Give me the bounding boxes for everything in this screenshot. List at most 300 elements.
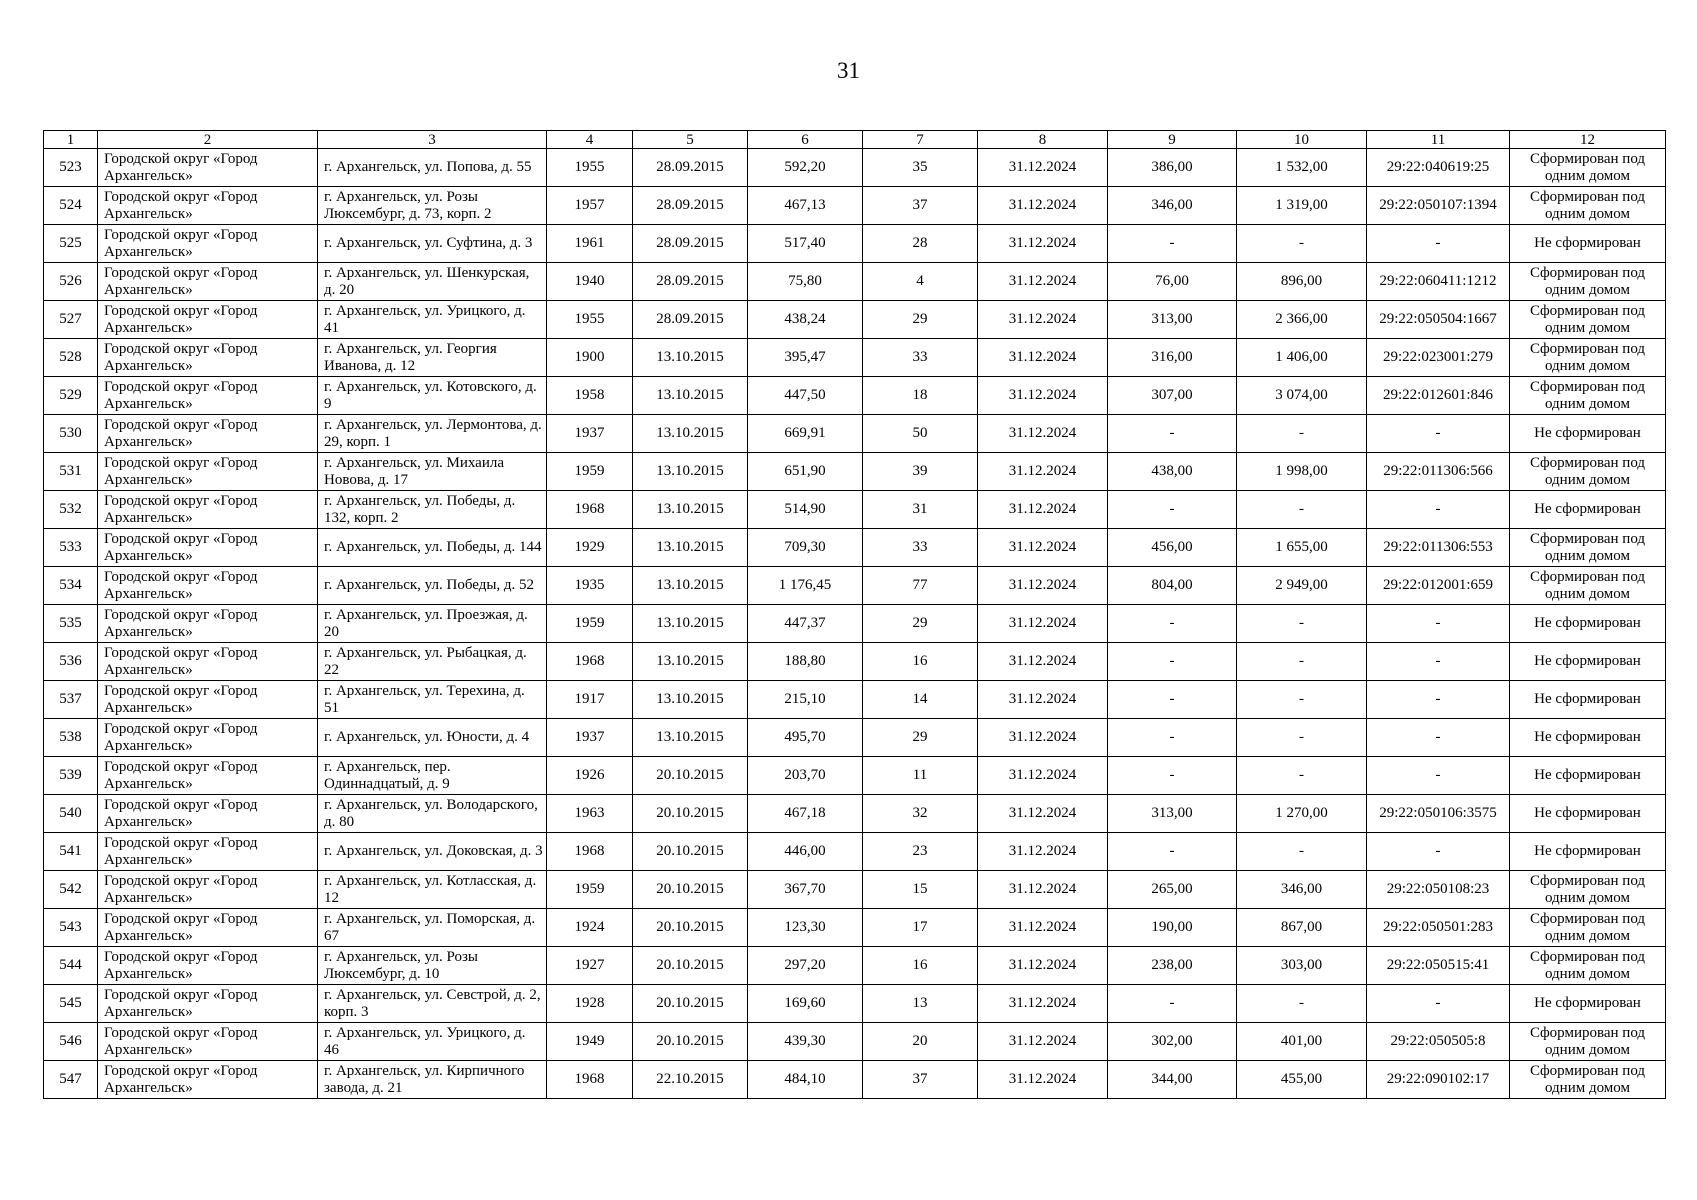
- column-10-cell: -: [1237, 491, 1367, 529]
- row-number-cell: 540: [44, 795, 98, 833]
- address-cell: г. Архангельск, ул. Георгия Иванова, д. 12: [318, 339, 547, 377]
- address-cell: г. Архангельск, ул. Михаила Новова, д. 17: [318, 453, 547, 491]
- status-cell: Не сформирован: [1510, 491, 1666, 529]
- column-9-cell: 190,00: [1108, 909, 1237, 947]
- column-9-cell: -: [1108, 833, 1237, 871]
- column-10-cell: 1 319,00: [1237, 187, 1367, 225]
- count-cell: 50: [863, 415, 978, 453]
- column-9-cell: 76,00: [1108, 263, 1237, 301]
- column-9-cell: 307,00: [1108, 377, 1237, 415]
- table-row: [44, 605, 1666, 643]
- year-cell: 1961: [547, 225, 633, 263]
- cadastral-number-cell: -: [1367, 833, 1510, 871]
- area-cell: 123,30: [748, 909, 863, 947]
- row-number-cell: 547: [44, 1061, 98, 1099]
- column-9-cell: -: [1108, 415, 1237, 453]
- count-cell: 16: [863, 643, 978, 681]
- table-row: [44, 339, 1666, 377]
- year-cell: 1940: [547, 263, 633, 301]
- table-row: [44, 643, 1666, 681]
- cadastral-number-cell: 29:22:040619:25: [1367, 149, 1510, 187]
- date-cell: 13.10.2015: [633, 567, 748, 605]
- column-9-cell: -: [1108, 225, 1237, 263]
- address-cell: г. Архангельск, ул. Лермонтова, д. 29, корп. 1: [318, 415, 547, 453]
- area-cell: 514,90: [748, 491, 863, 529]
- table-row: [44, 149, 1666, 187]
- status-cell: Сформирован под одним домом: [1510, 871, 1666, 909]
- owner-cell: Городской округ «Город Архангельск»: [98, 795, 318, 833]
- date-cell: 13.10.2015: [633, 605, 748, 643]
- address-cell: г. Архангельск, ул. Шенкурская, д. 20: [318, 263, 547, 301]
- count-cell: 14: [863, 681, 978, 719]
- row-number-cell: 538: [44, 719, 98, 757]
- table-row: [44, 415, 1666, 453]
- row-number-cell: 531: [44, 453, 98, 491]
- column-10-cell: 346,00: [1237, 871, 1367, 909]
- column-header-1: 1: [44, 131, 98, 149]
- address-cell: г. Архангельск, ул. Юности, д. 4: [318, 719, 547, 757]
- status-cell: Сформирован под одним домом: [1510, 567, 1666, 605]
- cadastral-number-cell: 29:22:050515:41: [1367, 947, 1510, 985]
- table-row: [44, 301, 1666, 339]
- count-cell: 11: [863, 757, 978, 795]
- status-cell: Сформирован под одним домом: [1510, 263, 1666, 301]
- deadline-cell: 31.12.2024: [978, 1023, 1108, 1061]
- column-10-cell: -: [1237, 643, 1367, 681]
- area-cell: 75,80: [748, 263, 863, 301]
- column-9-cell: 265,00: [1108, 871, 1237, 909]
- area-cell: 467,18: [748, 795, 863, 833]
- year-cell: 1968: [547, 491, 633, 529]
- count-cell: 4: [863, 263, 978, 301]
- year-cell: 1957: [547, 187, 633, 225]
- date-cell: 20.10.2015: [633, 947, 748, 985]
- table-row: [44, 947, 1666, 985]
- address-cell: г. Архангельск, ул. Победы, д. 52: [318, 567, 547, 605]
- deadline-cell: 31.12.2024: [978, 149, 1108, 187]
- deadline-cell: 31.12.2024: [978, 719, 1108, 757]
- owner-cell: Городской округ «Город Архангельск»: [98, 301, 318, 339]
- deadline-cell: 31.12.2024: [978, 263, 1108, 301]
- status-cell: Сформирован под одним домом: [1510, 1061, 1666, 1099]
- owner-cell: Городской округ «Город Архангельск»: [98, 833, 318, 871]
- table-row: [44, 225, 1666, 263]
- status-cell: Не сформирован: [1510, 719, 1666, 757]
- column-10-cell: -: [1237, 415, 1367, 453]
- column-9-cell: -: [1108, 719, 1237, 757]
- table-row: [44, 985, 1666, 1023]
- cadastral-number-cell: 29:22:012601:846: [1367, 377, 1510, 415]
- year-cell: 1926: [547, 757, 633, 795]
- cadastral-number-cell: -: [1367, 605, 1510, 643]
- cadastral-number-cell: 29:22:060411:1212: [1367, 263, 1510, 301]
- area-cell: 367,70: [748, 871, 863, 909]
- status-cell: Сформирован под одним домом: [1510, 453, 1666, 491]
- address-cell: г. Архангельск, ул. Урицкого, д. 41: [318, 301, 547, 339]
- row-number-cell: 542: [44, 871, 98, 909]
- address-cell: г. Архангельск, ул. Доковская, д. 3: [318, 833, 547, 871]
- table-row: [44, 681, 1666, 719]
- count-cell: 32: [863, 795, 978, 833]
- year-cell: 1959: [547, 871, 633, 909]
- cadastral-number-cell: -: [1367, 681, 1510, 719]
- deadline-cell: 31.12.2024: [978, 833, 1108, 871]
- deadline-cell: 31.12.2024: [978, 453, 1108, 491]
- deadline-cell: 31.12.2024: [978, 567, 1108, 605]
- count-cell: 13: [863, 985, 978, 1023]
- table-row: [44, 529, 1666, 567]
- column-10-cell: 455,00: [1237, 1061, 1367, 1099]
- row-number-cell: 545: [44, 985, 98, 1023]
- date-cell: 28.09.2015: [633, 225, 748, 263]
- area-cell: 517,40: [748, 225, 863, 263]
- column-9-cell: 456,00: [1108, 529, 1237, 567]
- column-10-cell: -: [1237, 757, 1367, 795]
- table-row: [44, 491, 1666, 529]
- address-cell: г. Архангельск, ул. Володарского, д. 80: [318, 795, 547, 833]
- count-cell: 37: [863, 187, 978, 225]
- cadastral-number-cell: -: [1367, 225, 1510, 263]
- column-9-cell: 313,00: [1108, 301, 1237, 339]
- deadline-cell: 31.12.2024: [978, 757, 1108, 795]
- row-number-cell: 539: [44, 757, 98, 795]
- status-cell: Не сформирован: [1510, 681, 1666, 719]
- cadastral-number-cell: 29:22:050106:3575: [1367, 795, 1510, 833]
- column-header-4: 4: [547, 131, 633, 149]
- column-9-cell: 313,00: [1108, 795, 1237, 833]
- count-cell: 28: [863, 225, 978, 263]
- count-cell: 39: [863, 453, 978, 491]
- owner-cell: Городской округ «Город Архангельск»: [98, 453, 318, 491]
- status-cell: Сформирован под одним домом: [1510, 1023, 1666, 1061]
- row-number-cell: 537: [44, 681, 98, 719]
- year-cell: 1968: [547, 643, 633, 681]
- count-cell: 37: [863, 1061, 978, 1099]
- column-10-cell: 1 532,00: [1237, 149, 1367, 187]
- row-number-cell: 524: [44, 187, 98, 225]
- page-number: 31: [837, 58, 860, 83]
- year-cell: 1955: [547, 301, 633, 339]
- row-number-cell: 536: [44, 643, 98, 681]
- address-cell: г. Архангельск, ул. Суфтина, д. 3: [318, 225, 547, 263]
- cadastral-number-cell: -: [1367, 757, 1510, 795]
- area-cell: 447,50: [748, 377, 863, 415]
- date-cell: 28.09.2015: [633, 301, 748, 339]
- row-number-cell: 528: [44, 339, 98, 377]
- table-row: [44, 757, 1666, 795]
- count-cell: 31: [863, 491, 978, 529]
- area-cell: 669,91: [748, 415, 863, 453]
- deadline-cell: 31.12.2024: [978, 871, 1108, 909]
- deadline-cell: 31.12.2024: [978, 795, 1108, 833]
- owner-cell: Городской округ «Город Архангельск»: [98, 415, 318, 453]
- table-row: [44, 795, 1666, 833]
- owner-cell: Городской округ «Город Архангельск»: [98, 225, 318, 263]
- owner-cell: Городской округ «Город Архангельск»: [98, 871, 318, 909]
- status-cell: Не сформирован: [1510, 415, 1666, 453]
- column-header-6: 6: [748, 131, 863, 149]
- area-cell: 215,10: [748, 681, 863, 719]
- table-row: [44, 871, 1666, 909]
- column-9-cell: -: [1108, 605, 1237, 643]
- status-cell: Сформирован под одним домом: [1510, 377, 1666, 415]
- owner-cell: Городской округ «Город Архангельск»: [98, 643, 318, 681]
- deadline-cell: 31.12.2024: [978, 605, 1108, 643]
- status-cell: Не сформирован: [1510, 225, 1666, 263]
- row-number-cell: 535: [44, 605, 98, 643]
- column-10-cell: 3 074,00: [1237, 377, 1367, 415]
- column-9-cell: -: [1108, 681, 1237, 719]
- address-cell: г. Архангельск, ул. Севстрой, д. 2, корп. 3: [318, 985, 547, 1023]
- column-10-cell: 1 998,00: [1237, 453, 1367, 491]
- cadastral-number-cell: -: [1367, 415, 1510, 453]
- year-cell: 1917: [547, 681, 633, 719]
- deadline-cell: 31.12.2024: [978, 947, 1108, 985]
- table-row: [44, 453, 1666, 491]
- row-number-cell: 530: [44, 415, 98, 453]
- date-cell: 28.09.2015: [633, 149, 748, 187]
- table-row: [44, 909, 1666, 947]
- date-cell: 28.09.2015: [633, 187, 748, 225]
- status-cell: Сформирован под одним домом: [1510, 909, 1666, 947]
- address-cell: г. Архангельск, ул. Победы, д. 144: [318, 529, 547, 567]
- column-9-cell: 302,00: [1108, 1023, 1237, 1061]
- row-number-cell: 544: [44, 947, 98, 985]
- address-cell: г. Архангельск, ул. Проезжая, д. 20: [318, 605, 547, 643]
- area-cell: 439,30: [748, 1023, 863, 1061]
- count-cell: 17: [863, 909, 978, 947]
- date-cell: 28.09.2015: [633, 263, 748, 301]
- column-10-cell: -: [1237, 833, 1367, 871]
- date-cell: 20.10.2015: [633, 795, 748, 833]
- column-header-3: 3: [318, 131, 547, 149]
- year-cell: 1958: [547, 377, 633, 415]
- address-cell: г. Архангельск, ул. Котовского, д. 9: [318, 377, 547, 415]
- row-number-cell: 525: [44, 225, 98, 263]
- owner-cell: Городской округ «Город Архангельск»: [98, 719, 318, 757]
- deadline-cell: 31.12.2024: [978, 301, 1108, 339]
- column-9-cell: 386,00: [1108, 149, 1237, 187]
- column-10-cell: -: [1237, 719, 1367, 757]
- date-cell: 13.10.2015: [633, 491, 748, 529]
- table-row: [44, 719, 1666, 757]
- count-cell: 15: [863, 871, 978, 909]
- address-cell: г. Архангельск, ул. Розы Люксембург, д. 10: [318, 947, 547, 985]
- year-cell: 1959: [547, 453, 633, 491]
- address-cell: г. Архангельск, пер. Одиннадцатый, д. 9: [318, 757, 547, 795]
- count-cell: 29: [863, 719, 978, 757]
- year-cell: 1963: [547, 795, 633, 833]
- owner-cell: Городской округ «Город Архангельск»: [98, 1061, 318, 1099]
- area-cell: 395,47: [748, 339, 863, 377]
- cadastral-number-cell: -: [1367, 643, 1510, 681]
- status-cell: Не сформирован: [1510, 795, 1666, 833]
- row-number-cell: 533: [44, 529, 98, 567]
- row-number-cell: 523: [44, 149, 98, 187]
- date-cell: 13.10.2015: [633, 719, 748, 757]
- date-cell: 13.10.2015: [633, 681, 748, 719]
- owner-cell: Городской округ «Город Архангельск»: [98, 491, 318, 529]
- row-number-cell: 534: [44, 567, 98, 605]
- column-header-11: 11: [1367, 131, 1510, 149]
- cadastral-number-cell: 29:22:050107:1394: [1367, 187, 1510, 225]
- address-cell: г. Архангельск, ул. Победы, д. 132, корп. 2: [318, 491, 547, 529]
- row-number-cell: 541: [44, 833, 98, 871]
- year-cell: 1935: [547, 567, 633, 605]
- column-10-cell: -: [1237, 225, 1367, 263]
- status-cell: Сформирован под одним домом: [1510, 149, 1666, 187]
- column-header-7: 7: [863, 131, 978, 149]
- year-cell: 1968: [547, 833, 633, 871]
- column-10-cell: 896,00: [1237, 263, 1367, 301]
- table-row: [44, 833, 1666, 871]
- cadastral-number-cell: 29:22:011306:553: [1367, 529, 1510, 567]
- column-9-cell: -: [1108, 491, 1237, 529]
- address-cell: г. Архангельск, ул. Терехина, д. 51: [318, 681, 547, 719]
- owner-cell: Городской округ «Город Архангельск»: [98, 1023, 318, 1061]
- row-number-cell: 543: [44, 909, 98, 947]
- deadline-cell: 31.12.2024: [978, 529, 1108, 567]
- cadastral-number-cell: 29:22:050108:23: [1367, 871, 1510, 909]
- area-cell: 297,20: [748, 947, 863, 985]
- status-cell: Не сформирован: [1510, 605, 1666, 643]
- table-header-row: [44, 131, 1666, 149]
- row-number-cell: 526: [44, 263, 98, 301]
- cadastral-number-cell: 29:22:050505:8: [1367, 1023, 1510, 1061]
- row-number-cell: 532: [44, 491, 98, 529]
- deadline-cell: 31.12.2024: [978, 187, 1108, 225]
- column-10-cell: 1 655,00: [1237, 529, 1367, 567]
- owner-cell: Городской округ «Город Архангельск»: [98, 263, 318, 301]
- column-header-10: 10: [1237, 131, 1367, 149]
- count-cell: 29: [863, 301, 978, 339]
- table-row: [44, 263, 1666, 301]
- area-cell: 467,13: [748, 187, 863, 225]
- area-cell: 592,20: [748, 149, 863, 187]
- deadline-cell: 31.12.2024: [978, 491, 1108, 529]
- owner-cell: Городской округ «Город Архангельск»: [98, 149, 318, 187]
- column-header-12: 12: [1510, 131, 1666, 149]
- count-cell: 33: [863, 529, 978, 567]
- cadastral-number-cell: -: [1367, 985, 1510, 1023]
- date-cell: 20.10.2015: [633, 757, 748, 795]
- year-cell: 1968: [547, 1061, 633, 1099]
- area-cell: 169,60: [748, 985, 863, 1023]
- status-cell: Сформирован под одним домом: [1510, 187, 1666, 225]
- status-cell: Не сформирован: [1510, 643, 1666, 681]
- table-row: [44, 377, 1666, 415]
- count-cell: 29: [863, 605, 978, 643]
- deadline-cell: 31.12.2024: [978, 377, 1108, 415]
- column-9-cell: 346,00: [1108, 187, 1237, 225]
- cadastral-number-cell: 29:22:090102:17: [1367, 1061, 1510, 1099]
- row-number-cell: 527: [44, 301, 98, 339]
- owner-cell: Городской округ «Город Архангельск»: [98, 909, 318, 947]
- table-row: [44, 1023, 1666, 1061]
- date-cell: 20.10.2015: [633, 1023, 748, 1061]
- count-cell: 33: [863, 339, 978, 377]
- table-row: [44, 567, 1666, 605]
- column-9-cell: 238,00: [1108, 947, 1237, 985]
- column-header-9: 9: [1108, 131, 1237, 149]
- area-cell: 1 176,45: [748, 567, 863, 605]
- status-cell: Не сформирован: [1510, 757, 1666, 795]
- column-9-cell: -: [1108, 643, 1237, 681]
- owner-cell: Городской округ «Город Архангельск»: [98, 377, 318, 415]
- count-cell: 77: [863, 567, 978, 605]
- deadline-cell: 31.12.2024: [978, 909, 1108, 947]
- date-cell: 13.10.2015: [633, 453, 748, 491]
- area-cell: 438,24: [748, 301, 863, 339]
- deadline-cell: 31.12.2024: [978, 643, 1108, 681]
- address-cell: г. Архангельск, ул. Поморская, д. 67: [318, 909, 547, 947]
- column-9-cell: 344,00: [1108, 1061, 1237, 1099]
- date-cell: 13.10.2015: [633, 643, 748, 681]
- area-cell: 484,10: [748, 1061, 863, 1099]
- column-header-8: 8: [978, 131, 1108, 149]
- row-number-cell: 546: [44, 1023, 98, 1061]
- year-cell: 1955: [547, 149, 633, 187]
- column-9-cell: -: [1108, 757, 1237, 795]
- column-10-cell: 2 949,00: [1237, 567, 1367, 605]
- area-cell: 188,80: [748, 643, 863, 681]
- owner-cell: Городской округ «Город Архангельск»: [98, 985, 318, 1023]
- deadline-cell: 31.12.2024: [978, 415, 1108, 453]
- table-row: [44, 1061, 1666, 1099]
- cadastral-number-cell: -: [1367, 719, 1510, 757]
- area-cell: 203,70: [748, 757, 863, 795]
- count-cell: 18: [863, 377, 978, 415]
- cadastral-number-cell: 29:22:023001:279: [1367, 339, 1510, 377]
- deadline-cell: 31.12.2024: [978, 1061, 1108, 1099]
- column-10-cell: -: [1237, 681, 1367, 719]
- status-cell: Не сформирован: [1510, 833, 1666, 871]
- table-row: [44, 187, 1666, 225]
- status-cell: Сформирован под одним домом: [1510, 301, 1666, 339]
- owner-cell: Городской округ «Город Архангельск»: [98, 567, 318, 605]
- column-9-cell: 316,00: [1108, 339, 1237, 377]
- status-cell: Сформирован под одним домом: [1510, 339, 1666, 377]
- column-9-cell: 804,00: [1108, 567, 1237, 605]
- cadastral-number-cell: 29:22:050504:1667: [1367, 301, 1510, 339]
- owner-cell: Городской округ «Город Архангельск»: [98, 605, 318, 643]
- owner-cell: Городской округ «Город Архангельск»: [98, 947, 318, 985]
- area-cell: 709,30: [748, 529, 863, 567]
- date-cell: 13.10.2015: [633, 339, 748, 377]
- count-cell: 23: [863, 833, 978, 871]
- area-cell: 495,70: [748, 719, 863, 757]
- cadastral-number-cell: 29:22:050501:283: [1367, 909, 1510, 947]
- count-cell: 16: [863, 947, 978, 985]
- address-cell: г. Архангельск, ул. Попова, д. 55: [318, 149, 547, 187]
- deadline-cell: 31.12.2024: [978, 225, 1108, 263]
- owner-cell: Городской округ «Город Архангельск»: [98, 339, 318, 377]
- date-cell: 20.10.2015: [633, 833, 748, 871]
- owner-cell: Городской округ «Город Архангельск»: [98, 187, 318, 225]
- year-cell: 1959: [547, 605, 633, 643]
- column-10-cell: 867,00: [1237, 909, 1367, 947]
- owner-cell: Городской округ «Город Архангельск»: [98, 681, 318, 719]
- address-cell: г. Архангельск, ул. Урицкого, д. 46: [318, 1023, 547, 1061]
- table-body: [44, 149, 1666, 1099]
- year-cell: 1927: [547, 947, 633, 985]
- housing-table: [43, 130, 1666, 1099]
- date-cell: 20.10.2015: [633, 985, 748, 1023]
- count-cell: 35: [863, 149, 978, 187]
- owner-cell: Городской округ «Город Архангельск»: [98, 757, 318, 795]
- column-10-cell: 2 366,00: [1237, 301, 1367, 339]
- column-9-cell: 438,00: [1108, 453, 1237, 491]
